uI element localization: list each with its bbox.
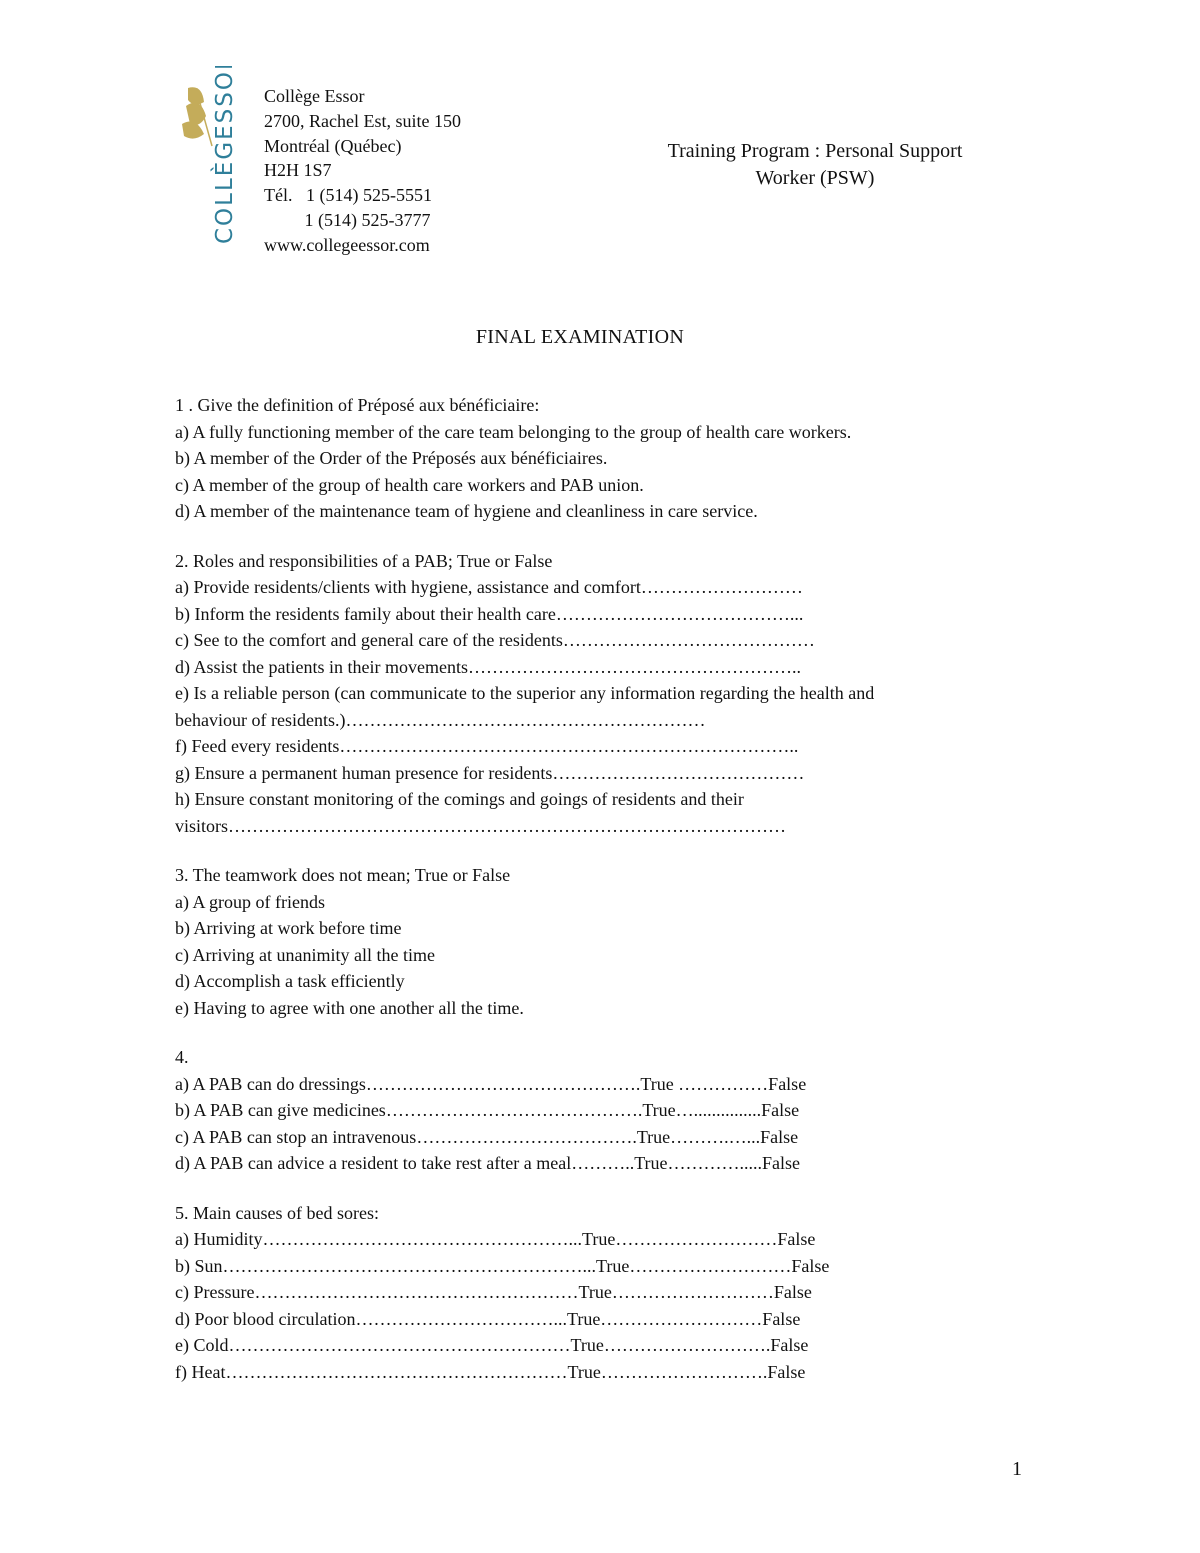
question-line: h) Ensure constant monitoring of the comings and goings of residents and their	[175, 789, 744, 809]
question-section	[175, 862, 1035, 1021]
question-line: a) A PAB can do dressings……………………………………….True ……………False	[175, 1073, 807, 1094]
exam-title: FINAL EXAMINATION	[475, 326, 685, 348]
program-line: Worker (PSW)	[755, 167, 875, 189]
question-section	[175, 1044, 1035, 1177]
question-line: d) Accomplish a task efficiently	[175, 971, 405, 991]
question-list	[175, 392, 1035, 1385]
page-number: 1	[1012, 1458, 1022, 1480]
question-line: c) Arriving at unanimity all the time	[175, 944, 435, 965]
address-line: Collège Essor	[264, 86, 365, 106]
question-line: visitors…………………………………………………………………………………	[175, 815, 787, 836]
question-section	[175, 548, 1035, 840]
question-line: a) Provide residents/clients with hygiene, assistance and comfort………………………	[175, 577, 803, 597]
wheat-ornament-icon	[182, 87, 212, 146]
question-line: b) Sun……………………………………………………...True………………………False	[175, 1255, 830, 1276]
question-line: f) Feed every residents…………………………………………………………………..	[175, 736, 799, 756]
question-line: d) Assist the patients in their movements………………………………………………..	[175, 656, 801, 677]
question-line: a) Humidity……………………………………………...True………………………False	[175, 1229, 816, 1249]
training-program	[600, 138, 1030, 192]
question-line: a) A group of friends	[175, 891, 325, 912]
question-section	[175, 1200, 1035, 1386]
section-gap	[175, 525, 1035, 548]
question-line: e) Is a reliable person (can communicate to the superior any information regarding the health and	[175, 683, 875, 703]
question-heading: 3. The teamwork does not mean; True or False	[175, 865, 511, 885]
question-heading: 1 . Give the definition of Préposé aux bénéficiaire:	[175, 395, 540, 415]
question-section	[175, 392, 1035, 525]
question-line: c) Pressure………………………………………………True………………………False	[175, 1282, 812, 1302]
college-address	[264, 84, 461, 258]
question-line: b) Inform the residents family about their health care…………………………………...	[175, 603, 804, 624]
question-heading: 4.	[175, 1047, 189, 1067]
website-link[interactable]: www.collegeessor.com	[264, 234, 430, 255]
question-line: c) A member of the group of health care workers and PAB union.	[175, 474, 644, 495]
question-line: b) A PAB can give medicines…………………………………….True…...............False	[175, 1100, 800, 1120]
question-line: c) A PAB can stop an intravenous……………………………….True……….…...False	[175, 1126, 799, 1147]
question-line: f) Heat…………………………………………………True……………………….False	[175, 1361, 806, 1382]
logo-text: COLLÈGESSOR	[212, 66, 238, 244]
program-line: Training Program : Personal Support	[667, 140, 963, 162]
section-gap	[175, 839, 1035, 862]
address-line: 1 (514) 525-3777	[264, 209, 431, 230]
question-line: a) A fully functioning member of the care team belonging to the group of health care workers.	[175, 421, 852, 442]
college-logo	[176, 66, 238, 248]
question-line: c) See to the comfort and general care of the residents……………………………………	[175, 630, 815, 650]
question-line: d) A member of the maintenance team of hygiene and cleanliness in care service.	[175, 501, 758, 521]
address-line: H2H 1S7	[264, 160, 332, 181]
question-heading: 5. Main causes of bed sores:	[175, 1202, 379, 1223]
question-line: e) Cold…………………………………………………True……………………….False	[175, 1335, 809, 1355]
question-line: d) Poor blood circulation……………………………...True………………………False	[175, 1308, 801, 1329]
address-line: Tél. 1 (514) 525-5551	[264, 185, 432, 206]
question-line: e) Having to agree with one another all the time.	[175, 997, 524, 1018]
address-line: Montréal (Québec)	[264, 135, 402, 156]
question-line: behaviour of residents.)……………………………………………………	[175, 709, 706, 730]
question-line: b) A member of the Order of the Préposés aux bénéficiaires.	[175, 448, 608, 468]
question-heading: 2. Roles and responsibilities of a PAB; True or False	[175, 550, 553, 571]
section-gap	[175, 1177, 1035, 1200]
question-line: b) Arriving at work before time	[175, 918, 402, 938]
section-gap	[175, 1021, 1035, 1044]
question-line: g) Ensure a permanent human presence for residents……………………………………	[175, 762, 805, 783]
question-line: d) A PAB can advice a resident to take rest after a meal………..True………….....False	[175, 1153, 801, 1173]
address-line: 2700, Rachel Est, suite 150	[264, 110, 461, 131]
